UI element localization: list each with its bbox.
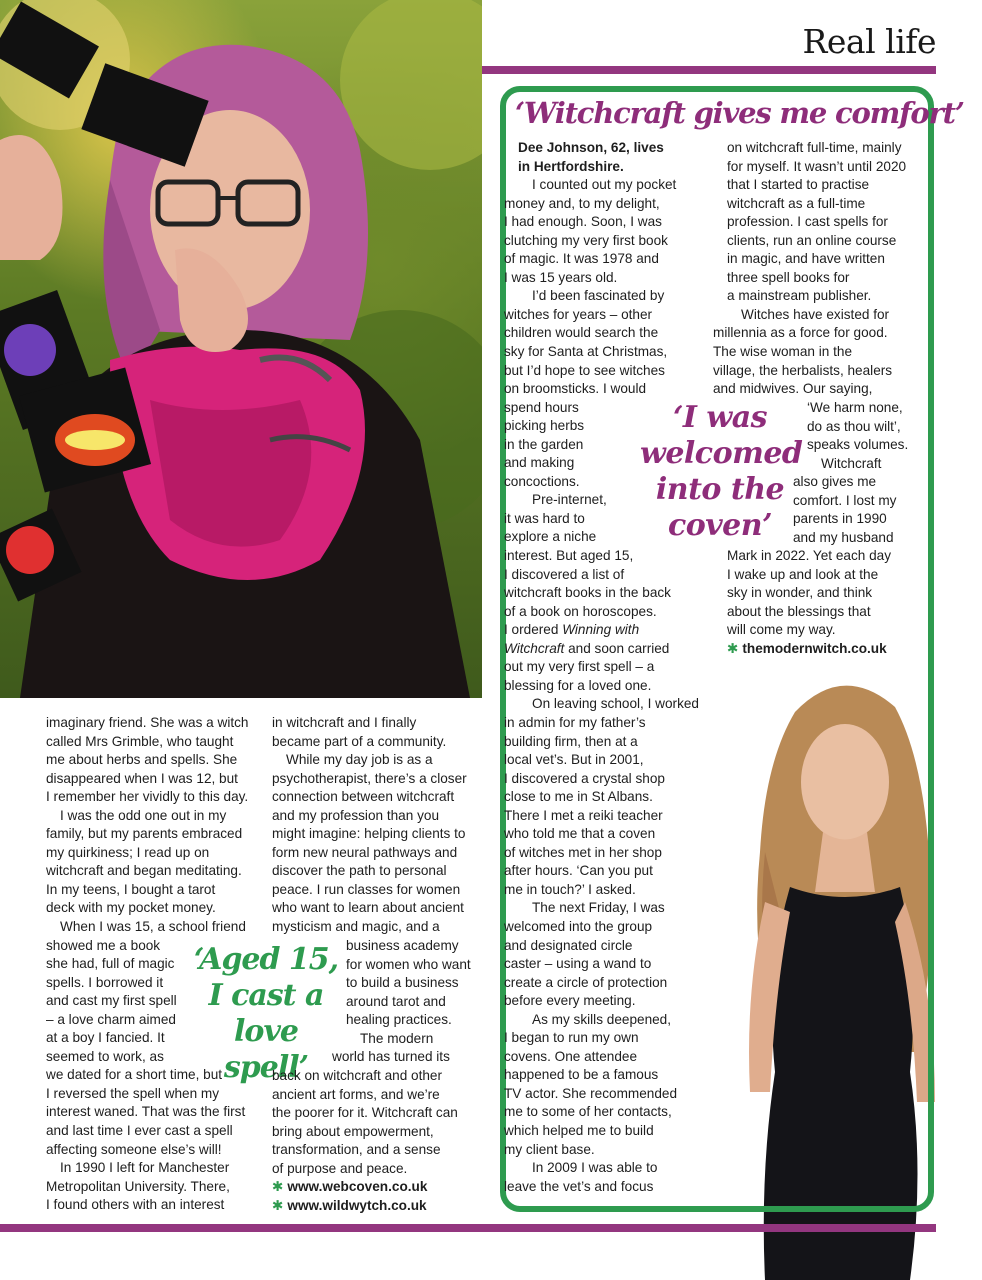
- paragraph: on witchcraft full-time, mainly for myself. It wasn’t until 2020 that I started to practise witchcraft as a full-time profession. I cast spells for clients, run an online course in magic, and have written three spell books for a mainstream publisher.: [727, 140, 907, 304]
- body-column-2-bottom: [272, 1067, 486, 1215]
- asterisk-icon: ✱: [272, 1179, 284, 1195]
- paragraph: The next Friday, I was welcomed into the group and designated circle caster – using a wand to create a circle of protection before every meeting.: [504, 900, 668, 1009]
- website-link-themodernwitch[interactable]: ✱ themodernwitch.co.uk: [727, 640, 887, 656]
- asterisk-icon: ✱: [272, 1197, 284, 1213]
- byline: Dee Johnson, 62, lives in Hertfordshire.: [518, 140, 664, 174]
- paragraph: I was the odd one out in my family, but my parents embraced my quirkiness; I read up on witchcraft and began meditating. In my teens, I bought a tarot deck with my pocket money.: [46, 807, 243, 916]
- paragraph: I counted out my pocket money and, to my delight, I had enough. Soon, I was clutching my very first book of magic. It was 1978 and I was 15 years old.: [504, 177, 677, 285]
- body-column-4-narrow: [793, 399, 927, 547]
- body-column-4: [713, 139, 927, 399]
- paragraph: The modern world has turned its: [332, 1030, 450, 1065]
- book-title: Witchcraft: [504, 640, 565, 656]
- paragraph: Witches have existed for millennia as a force for good. The wise woman in the village, the herbalists, healers and midwives. Our saying,: [713, 306, 893, 397]
- header-rule: [482, 66, 936, 74]
- paragraph: in witchcraft and I finally became part of a community.: [272, 715, 447, 749]
- paragraph: ‘We harm none, do as thou wilt’, speaks volumes.: [807, 400, 909, 453]
- body-column-3: [504, 139, 714, 1196]
- photo-woman-tarot-cards: [0, 0, 482, 698]
- paragraph: While my day job is as a psychotherapist, there’s a closer connection between witchcraft and my profession than you might imagine: helping clients to form new neural pathways and discover the path to personal peace. I run classes for women who want to learn about ancient mysticism and magic, and a: [272, 752, 467, 935]
- section-label: Real life: [802, 22, 936, 61]
- paragraph: Pre-internet, it was hard to explore a niche interest. But aged 15, I discovered a list of witchcraft books in the back of a book on horoscopes. I ordered Winning with Witchcraft and soon carried out my very first spell – a blessing for a loved one.: [504, 492, 671, 693]
- photo-illustration: [0, 0, 482, 698]
- paragraph: imaginary friend. She was a witch called Mrs Grimble, who taught me about herbs and spells. She disappeared when I was 12, but I remember her vividly to this day.: [46, 715, 249, 805]
- paragraph: On leaving school, I worked in admin for my father’s building firm, then at a local vet’s. But in 2001, I discovered a crystal shop close to me in St Albans. There I met a reiki teacher who told me that a coven of witches met in her shop after hours. ‘Can you put me in touch?’ I asked.: [504, 696, 699, 897]
- asterisk-icon: ✱: [727, 640, 739, 656]
- website-link-webcoven[interactable]: ✱ www.webcoven.co.uk: [272, 1179, 428, 1195]
- paragraph: I’d been fascinated by witches for years – other children would search the sky for Santa at Christmas, but I’d hope to see witches on broomsticks. I would spend hours picking herbs in the garden and making concoctions.: [504, 288, 668, 489]
- paragraph: In 1990 I left for Manchester Metropolitan University. There, I found others with an interest: [46, 1160, 230, 1213]
- footer-rule: [0, 1224, 936, 1232]
- paragraph: business academy for women who want to build a business around tarot and healing practices.: [346, 938, 471, 1028]
- paragraph: back on witchcraft and other ancient art forms, and we’re the poorer for it. Witchcraft can bring about empowerment, transformation, and a sense of purpose and peace.: [272, 1068, 458, 1176]
- paragraph: In 2009 I was able to leave the vet’s and focus: [504, 1160, 658, 1194]
- pull-quote-purple: ‘I was welcomed into the coven’: [640, 400, 803, 543]
- paragraph: Mark in 2022. Yet each day I wake up and look at the sky in wonder, and think about the blessings that will come my way.: [727, 548, 891, 638]
- headline: ‘Witchcraft gives me comfort’: [515, 96, 964, 130]
- book-title: Winning with: [562, 622, 640, 638]
- paragraph: When I was 15, a school friend showed me a book she had, full of magic spells. I borrowed it and cast my first spell – a love charm aimed at a boy I fancied. It seemed to work, as we dated for a short time, but I reversed the spell when my interest waned. That was the first and last time I ever cast a spell affecting someone else’s will!: [46, 919, 246, 1157]
- body-column-2-narrow: [332, 937, 486, 1067]
- body-column-4-bottom: [727, 547, 927, 658]
- pull-quote-green: ‘Aged 15, I cast a love spell’: [193, 942, 339, 1085]
- paragraph: Witchcraft also gives me comfort. I lost my parents in 1990 and my husband: [793, 455, 897, 545]
- paragraph: As my skills deepened, I began to run my own covens. One attendee happened to be a famous TV actor. She recommended me to some of her contacts, which helped me to build my client base.: [504, 1011, 678, 1157]
- website-link-wildwytch[interactable]: ✱ www.wildwytch.co.uk: [272, 1197, 427, 1213]
- body-column-2: [272, 714, 486, 937]
